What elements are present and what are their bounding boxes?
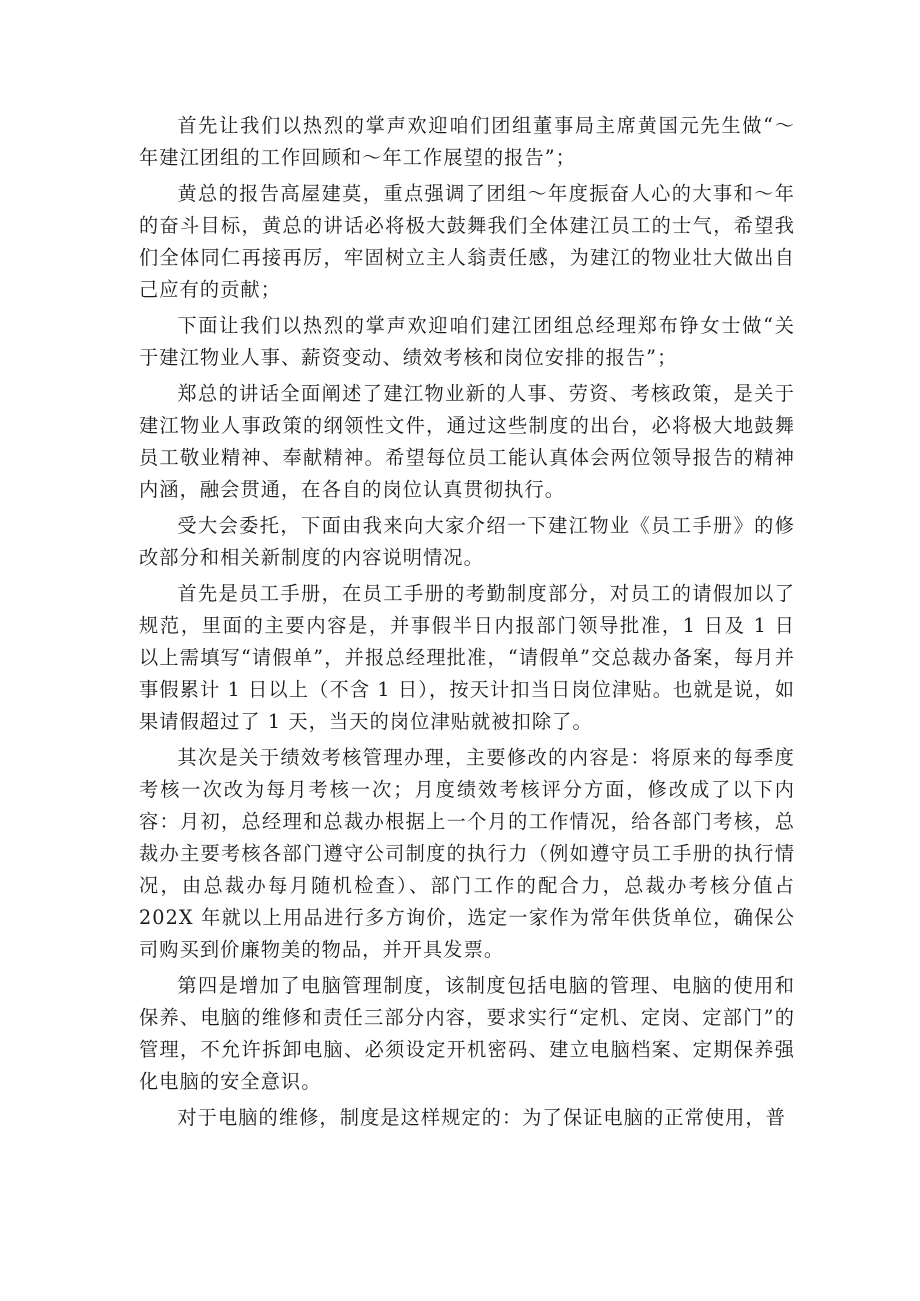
paragraph-1: 首先让我们以热烈的掌声欢迎咱们团组董事局主席黄国元先生做“～年建江团组的工作回顾和～年工作展望的报告”； — [139, 114, 795, 169]
paragraph-8: 第四是增加了电脑管理制度，该制度包括电脑的管理、电脑的使用和保养、电脑的维修和责任三部分内容，要求实行“定机、定岗、定部门”的管理，不允许拆卸电脑、必须设定开机密码、建立电脑档案、定期保养强化电脑的安全意识。 — [139, 974, 795, 1093]
paragraph-4: 郑总的讲话全面阐述了建江物业新的人事、劳资、考核政策，是关于建江物业人事政策的纲领性文件，通过这些制度的出台，必将极大地鼓舞员工敬业精神、奉献精神。希望每位员工能认真体会两位领导报告的精神内涵，融会贯通，在各自的岗位认真贯彻执行。 — [139, 382, 795, 501]
document-body — [139, 110, 795, 1138]
paragraph-5: 受大会委托，下面由我来向大家介绍一下建江物业《员工手册》的修改部分和相关新制度的内容说明情况。 — [139, 514, 795, 569]
paragraph-2: 黄总的报告高屋建莫，重点强调了团组～年度振奋人心的大事和～年的奋斗目标，黄总的讲话必将极大鼓舞我们全体建江员工的士气，希望我们全体同仁再接再厉，牢固树立主人翁责任感，为建江的物业壮大做出自己应有的贡献； — [139, 182, 795, 301]
paragraph-3: 下面让我们以热烈的掌声欢迎咱们建江团组总经理郑布铮女士做“关于建江物业人事、薪资变动、绩效考核和岗位安排的报告”； — [139, 314, 795, 369]
paragraph-9: 对于电脑的维修，制度是这样规定的：为了保证电脑的正常使用，普 — [177, 1106, 787, 1129]
paragraph-6: 首先是员工手册，在员工手册的考勤制度部分，对员工的请假加以了规范，里面的主要内容是，并事假半日内报部门领导批准，1 日及 1 日以上需填写“请假单”，并报总经理批准，“请假单”交总裁办备案，每月并事假累计 1 日以上（不含 1 日），按天计扣当日岗位津贴。也就是说，如果请假超过了 1 天，当天的岗位津贴就被扣除了。 — [139, 582, 795, 733]
paragraph-7: 其次是关于绩效考核管理办理，主要修改的内容是：将原来的每季度考核一次改为每月考核一次；月度绩效考核评分方面，修改成了以下内容：月初，总经理和总裁办根据上一个月的工作情况，给各部门考核，总裁办主要考核各部门遵守公司制度的执行力（例如遵守员工手册的执行情况，由总裁办每月随机检查）、部门工作的配合力，总裁办考核分值占 202X 年就以上用品进行多方询价，选定一家作为常年供货单位，确保公司购买到价廉物美的物品，并开具发票。 — [139, 746, 795, 961]
